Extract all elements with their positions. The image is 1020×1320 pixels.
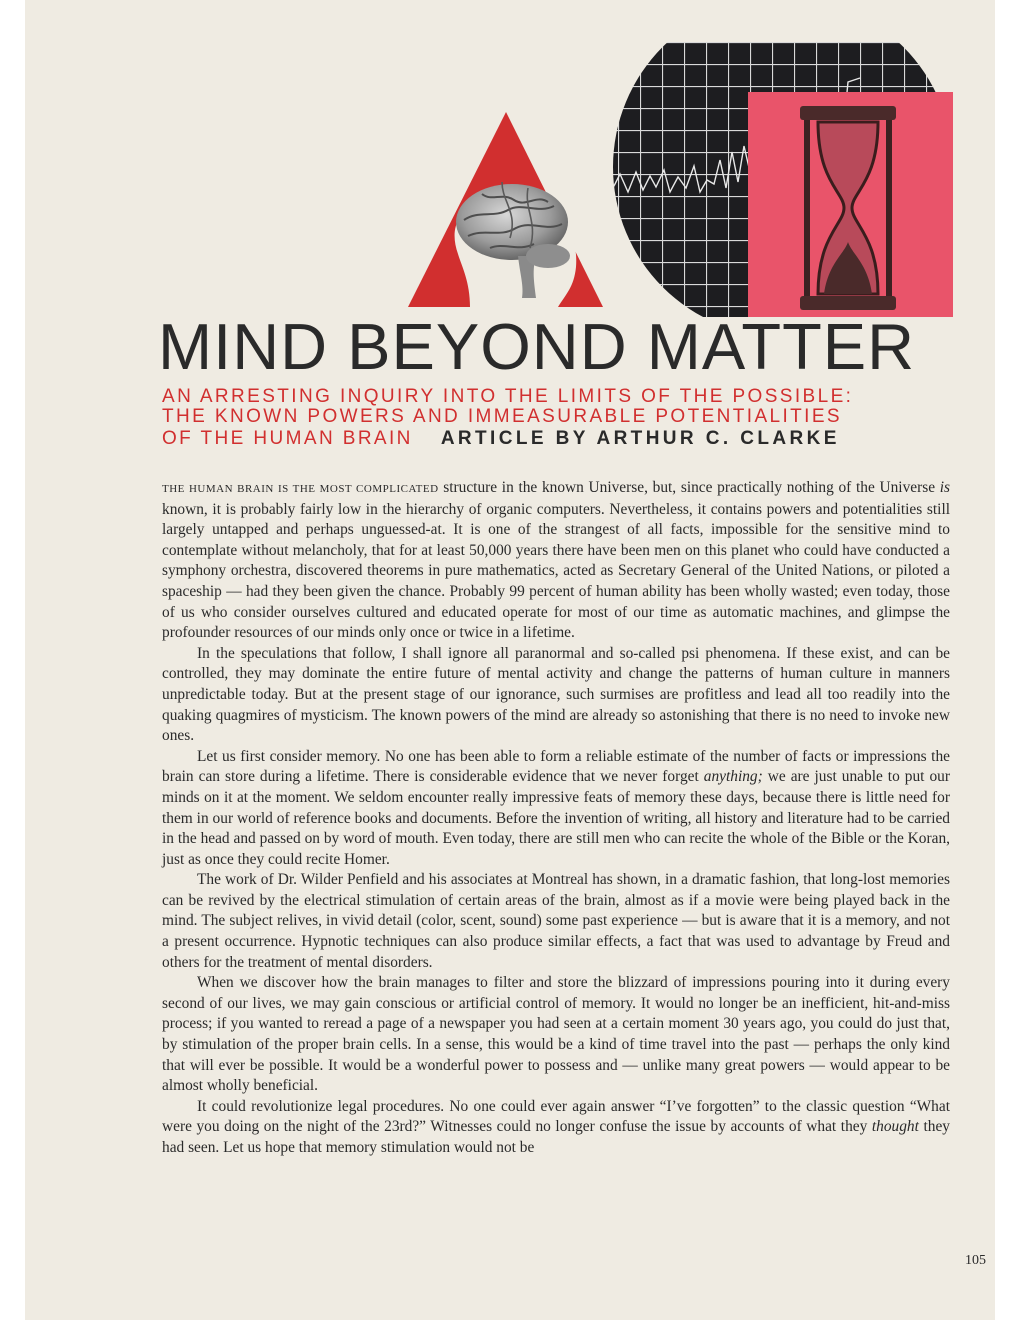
paragraph-5: When we discover how the brain manages to filter and store the blizzard of impressions pouring into it during every second of our lives, we may gain conscious or artificial control of memory. It would no longer be an inefficient, hit-and-miss process; if you wanted to reread a page of a newspaper you had seen at a certain moment 30 years ago, you could do just that, by stimulation of the proper brain cells. In a sense, this would be a kind of time travel into the past — perhaps the only kind that will ever be possible. It would be a wonderful power to possess and — unlike many great powers — would appear to be almost wholly beneficial.: [162, 974, 950, 1095]
paragraph-1: [162, 478, 950, 644]
paragraph-6-text-b: they had seen. Let us hope that memory stimulation would not be: [162, 1118, 950, 1156]
subtitle-line-3: [162, 428, 962, 450]
paragraph-3: [162, 747, 950, 871]
paragraph-3-text-b: we are just unable to put our minds on it at the moment. We seldom encounter really impressive feats of memory these days, because there is little need for them in our world of reference books and documents. Before the invention of writing, all history and literature had to be carried in the head and passed on by word of mouth. Even today, there are still men who can recite the whole of the Bible or the Koran, just as once they could recite Homer.: [162, 768, 950, 868]
paragraph-1-emphasis: is: [939, 479, 951, 496]
paragraph-1-text-a: structure in the known Universe, but, since practically nothing of the Universe: [438, 479, 940, 496]
paragraph-1-text-b: known, it is probably fairly low in the hierarchy of organic computers. Nevertheless, it contains powers and potentialities still largely untapped and perhaps unguessed-at. It is one of the strangest of all facts, impossible for the sensitive mind to contemplate without melancholy, that for at least 50,000 years there have been men on this planet who could have conducted a symphony orchestra, discovered theorems in pure mathematics, acted as Secretary General of the United Nations, or piloted a spaceship — had they been given the chance. Probably 99 percent of human ability has been wholly wasted; even today, those of us who consider ourselves cultured and educated operate for most of our time as automatic machines, and glimpse the profounder resources of our minds only once or twice in a lifetime.: [162, 500, 950, 642]
hourglass-panel: [748, 92, 953, 317]
paragraph-3-emphasis: anything;: [703, 768, 763, 786]
paragraph-6-text-a: It could revolutionize legal procedures. No one could ever again answer “I’ve forgotten” to the classic question “What were you doing on the night of the 23rd?” Witnesses could no longer confuse the issue by accounts of what they: [162, 1097, 950, 1136]
article-body: [162, 478, 950, 1159]
paragraph-3-text-a: Let us first consider memory. No one has been able to form a reliable estimate of the number of facts or impressions the brain can store during a lifetime. There is considerable evidence that we never forget: [162, 747, 950, 786]
subtitle-line-3-text: OF THE HUMAN BRAIN: [162, 428, 413, 449]
paragraph-4: The work of Dr. Wilder Penfield and his associates at Montreal has shown, in a dramatic fashion, that long-lost memories can be revived by the electrical stimulation of certain areas of the brain, almost as if a movie were being played back in the mind. The subject relives, in vivid detail (color, scent, sound) some past experience — but is aware that it is a memory, and not a present occurrence. Hypnotic techniques can also produce similar effects, a fact that was used to advantage by Freud and others for the treatment of mental disorders.: [162, 871, 950, 971]
article-title: MIND BEYOND MATTER: [158, 310, 916, 383]
magazine-page: [25, 0, 995, 1320]
paragraph-6: [162, 1097, 950, 1159]
lead-in: THE HUMAN BRAIN IS THE MOST COMPLICATED: [162, 483, 439, 495]
subtitle-line-1: AN ARRESTING INQUIRY INTO THE LIMITS OF THE POSSIBLE:: [162, 386, 854, 407]
paragraph-6-emphasis: thought: [871, 1118, 919, 1136]
title-illustration: [398, 42, 953, 317]
byline: ARTICLE BY ARTHUR C. CLARKE: [440, 428, 840, 449]
page-number: 105: [965, 1253, 986, 1268]
subtitle-line-2: THE KNOWN POWERS AND IMMEASURABLE POTENTIALITIES: [162, 406, 843, 427]
paragraph-2: In the speculations that follow, I shall ignore all paranormal and so-called psi phenomena. If these exist, and can be controlled, they may dominate the entire future of mental activity and change the patterns of human culture in manners unpredictable today. But at the present stage of our ignorance, such surmises are profitless and lead all too readily into the quaking quagmires of mysticism. The known powers of the mind are already so astonishing that there is no need to invoke new ones.: [162, 644, 950, 745]
